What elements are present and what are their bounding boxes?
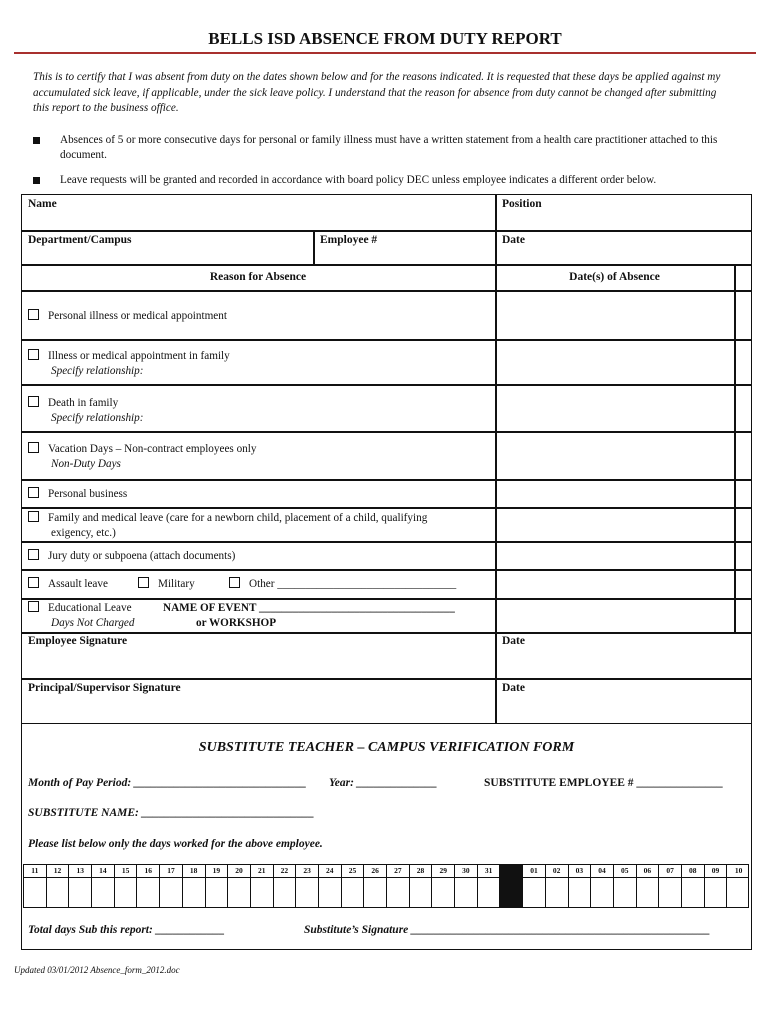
day-number: 28	[416, 866, 425, 875]
day-column[interactable]	[569, 865, 592, 907]
substitute-verification-section	[21, 723, 752, 950]
day-column[interactable]	[659, 865, 682, 907]
day-number: 06	[643, 866, 652, 875]
checkbox[interactable]	[28, 601, 39, 612]
day-column[interactable]	[206, 865, 229, 907]
checkbox[interactable]	[28, 577, 39, 588]
department-field[interactable]: Department/Campus	[28, 234, 132, 246]
day-column[interactable]	[251, 865, 274, 907]
day-number: 18	[189, 866, 198, 875]
day-column[interactable]	[137, 865, 160, 907]
day-column[interactable]	[637, 865, 660, 907]
footer-note: Updated 03/01/2012 Absence_form_2012.doc	[14, 965, 180, 975]
policy-bullet: Leave requests will be granted and recorded in accordance with board policy DEC unless employee indicates a different order below.	[33, 173, 753, 188]
reason-death-in-family[interactable]: Death in family Specify relationship:	[28, 396, 143, 426]
day-number: 26	[371, 866, 379, 875]
day-column[interactable]	[432, 865, 455, 907]
reason-assault-leave[interactable]: Assault leave	[28, 577, 108, 592]
year-field[interactable]: Year: ______________	[329, 777, 438, 789]
substitute-name-field[interactable]: SUBSTITUTE NAME: ______________________________	[28, 807, 315, 819]
day-column[interactable]	[160, 865, 183, 907]
day-number: 25	[348, 866, 357, 875]
day-number: 03	[575, 866, 584, 875]
reason-military[interactable]: Military	[138, 577, 195, 592]
day-number: 17	[167, 866, 175, 875]
position-field[interactable]: Position	[502, 198, 542, 210]
day-number: 29	[439, 866, 447, 875]
title-divider	[14, 52, 756, 54]
principal-signature-field[interactable]: Principal/Supervisor Signature	[28, 682, 181, 694]
bullet-icon	[33, 137, 40, 144]
day-column[interactable]	[24, 865, 47, 907]
day-column[interactable]	[228, 865, 251, 907]
days-worked-grid	[23, 864, 749, 908]
checkbox[interactable]	[28, 309, 39, 320]
substitute-signature-field[interactable]: Substitute’s Signature ____________________________________________________	[304, 924, 711, 936]
checkbox[interactable]	[28, 549, 39, 560]
employee-signature-date[interactable]: Date	[502, 635, 525, 647]
day-number: 08	[689, 866, 697, 875]
checkbox[interactable]	[28, 442, 39, 453]
day-number: 12	[53, 866, 62, 875]
reason-educational-leave[interactable]: Educational Leave Days Not Charged	[28, 601, 135, 631]
checkbox[interactable]	[138, 577, 149, 588]
month-pay-period-field[interactable]: Month of Pay Period: ______________________________	[28, 777, 307, 789]
form-title: BELLS ISD ABSENCE FROM DUTY REPORT	[208, 29, 562, 48]
reason-family-illness[interactable]: Illness or medical appointment in family Specify relationship:	[28, 349, 230, 379]
policy-bullet: Absences of 5 or more consecutive days for personal or family illness must have a written statement from a health care practitioner attached to this document.	[33, 133, 753, 163]
day-column[interactable]	[92, 865, 115, 907]
day-column[interactable]	[364, 865, 387, 907]
day-number: 04	[598, 866, 606, 875]
day-number: 30	[462, 866, 470, 875]
reason-jury-duty[interactable]: Jury duty or subpoena (attach documents)	[28, 549, 235, 564]
checkbox[interactable]	[28, 349, 39, 360]
day-column[interactable]	[682, 865, 705, 907]
bullet-icon	[33, 177, 40, 184]
day-number: 13	[76, 866, 84, 875]
day-column[interactable]	[614, 865, 637, 907]
day-number: 07	[666, 866, 674, 875]
reason-family-medical-leave[interactable]: Family and medical leave (care for a newborn child, placement of a child, qualifying exigency, etc.)	[28, 511, 427, 541]
checkbox[interactable]	[28, 487, 39, 498]
day-number: 16	[144, 866, 153, 875]
substitute-employee-number-field[interactable]: SUBSTITUTE EMPLOYEE # _______________	[484, 777, 723, 789]
checkbox[interactable]	[28, 396, 39, 407]
checkbox[interactable]	[229, 577, 240, 588]
day-column[interactable]	[727, 865, 750, 907]
day-number: 24	[326, 866, 334, 875]
reason-other[interactable]: Other ________________________________	[229, 577, 456, 592]
day-column[interactable]	[296, 865, 319, 907]
day-number: 14	[99, 866, 107, 875]
reason-personal-business[interactable]: Personal business	[28, 487, 127, 502]
day-number: 22	[280, 866, 289, 875]
day-column[interactable]	[705, 865, 728, 907]
day-column[interactable]	[523, 865, 546, 907]
grid-separator-column	[500, 865, 523, 907]
reason-personal-illness[interactable]: Personal illness or medical appointment	[28, 309, 227, 324]
event-name-field[interactable]: NAME OF EVENT ___________________________________ or WORKSHOP	[163, 602, 455, 629]
day-number: 27	[394, 866, 402, 875]
substitute-title: SUBSTITUTE TEACHER – CAMPUS VERIFICATION FORM	[198, 740, 575, 755]
reason-vacation[interactable]: Vacation Days – Non-contract employees only Non-Duty Days	[28, 442, 256, 472]
day-column[interactable]	[455, 865, 478, 907]
day-number: 31	[484, 866, 493, 875]
total-days-field[interactable]: Total days Sub this report: ____________	[28, 924, 225, 936]
day-column[interactable]	[410, 865, 433, 907]
day-number: 11	[31, 866, 39, 875]
name-field[interactable]: Name	[28, 198, 57, 210]
employee-signature-field[interactable]: Employee Signature	[28, 635, 128, 647]
day-column[interactable]	[387, 865, 410, 907]
day-column[interactable]	[319, 865, 342, 907]
day-column[interactable]	[69, 865, 92, 907]
reason-header: Reason for Absence	[209, 271, 307, 283]
day-number: 05	[620, 866, 629, 875]
day-column[interactable]	[342, 865, 365, 907]
day-number: 23	[303, 866, 311, 875]
day-column[interactable]	[591, 865, 614, 907]
day-number: 19	[212, 866, 221, 875]
day-number: 21	[257, 866, 266, 875]
day-number: 10	[734, 866, 743, 875]
day-column[interactable]	[546, 865, 569, 907]
day-number: 09	[711, 866, 720, 875]
day-column[interactable]	[274, 865, 297, 907]
checkbox[interactable]	[28, 511, 39, 522]
employee-number-field[interactable]: Employee #	[320, 234, 378, 246]
day-number: 02	[552, 866, 561, 875]
day-column[interactable]	[47, 865, 70, 907]
day-number: 01	[530, 866, 538, 875]
day-number: 20	[235, 866, 243, 875]
day-column[interactable]	[478, 865, 501, 907]
day-number: 15	[121, 866, 130, 875]
day-column[interactable]	[183, 865, 206, 907]
intro-statement: This is to certify that I was absent from duty on the dates shown below and for the reasons indicated. It is requested that these days be applied against my accumulated sick leave, if applicable, under the sick leave policy. I understand that the reason for absence from duty cannot be changed after submitting this report to the business office.	[33, 71, 721, 114]
principal-signature-date[interactable]: Date	[502, 682, 525, 694]
date-field[interactable]: Date	[502, 234, 525, 246]
dates-header: Date(s) of Absence	[569, 271, 660, 283]
instructions: Please list below only the days worked for the above employee.	[28, 838, 323, 850]
day-column[interactable]	[115, 865, 138, 907]
